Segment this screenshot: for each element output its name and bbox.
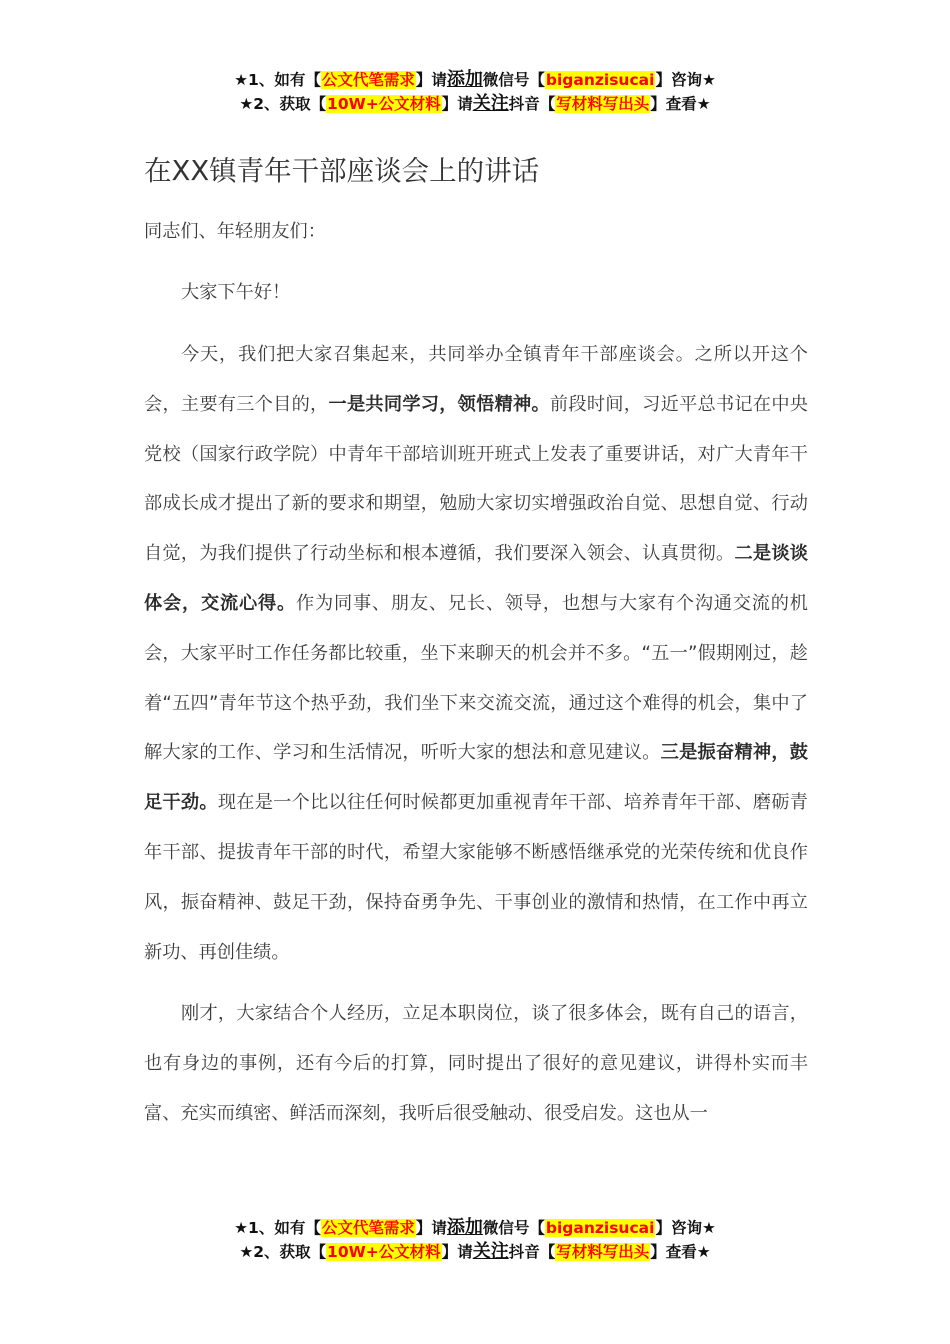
promo-text: 】请 — [415, 71, 447, 89]
promo-underlined: 添加 — [446, 1217, 483, 1238]
bold-point-2: 二是谈谈体会，交流心得。 — [144, 543, 808, 614]
paragraph-purposes — [144, 330, 808, 977]
bold-point-3: 三是振奋精神，鼓足干劲。 — [144, 742, 808, 814]
promo-text: 】查看★ — [650, 95, 711, 113]
paragraph-text: 现在是一个比以往任何时候都更加重视青年干部、培养青年干部、磨砺青年干部、提拔青年干部的时代，希望大家能够不断感悟继承党的光荣传统和优良作风，振奋精神、鼓足干劲，保持奋勇争先、干事创业的激情和热情，在工作中再立新功、再创佳绩。 — [144, 792, 808, 963]
promo-highlight: 10W+公文材料 — [327, 95, 441, 113]
promo-text: 】请 — [441, 95, 473, 113]
document-title: 在XX镇青年干部座谈会上的讲话 — [144, 155, 540, 187]
promo-text: 微信号【 — [482, 1219, 545, 1237]
paragraph-text: 前段时间，习近平总书记在中央党校（国家行政学院）中青年干部培训班开班式上发表了重要讲话，对广大青年干部成长成才提出了新的要求和期望，勉励大家切实增强政治自觉、思想自觉、行动自觉，为我们提供了行动坐标和根本遵循，我们要深入领会、认真贯彻。 — [144, 393, 808, 565]
promo-douyin-id: 写材料写出头 — [556, 95, 650, 113]
promo-line-2 — [0, 1240, 950, 1264]
promo-text: 】请 — [441, 1243, 473, 1261]
promo-underlined: 关注 — [472, 93, 509, 114]
promo-text: 微信号【 — [482, 71, 545, 89]
promo-text: ★2、获取【 — [239, 95, 327, 113]
paragraph-text: 今天，我们把大家召集起来，共同举办全镇青年干部座谈会。之所以开这个会，主要有三个目的， — [144, 344, 808, 415]
promo-footer — [0, 1216, 950, 1264]
promo-text: 抖音【 — [508, 1243, 556, 1261]
promo-douyin-id: 写材料写出头 — [556, 1243, 650, 1261]
promo-underlined: 添加 — [446, 69, 483, 90]
promo-text: 】咨询★ — [655, 1219, 716, 1237]
promo-text: 抖音【 — [508, 95, 556, 113]
promo-text: ★1、如有【 — [234, 1219, 321, 1237]
promo-text: 】查看★ — [650, 1243, 711, 1261]
paragraph-reflection: 刚才，大家结合个人经历，立足本职岗位，谈了很多体会，既有自己的语言，也有身边的事例，还有今后的打算，同时提出了很好的意见建议，讲得朴实而丰富、充实而缜密、鲜活而深刻，我听后很受触动、很受启发。这也从一 — [144, 1003, 808, 1124]
promo-line-1 — [0, 68, 950, 92]
greeting: 大家下午好！ — [181, 282, 291, 303]
promo-header — [0, 68, 950, 116]
promo-line-1 — [0, 1216, 950, 1240]
salutation: 同志们、年轻朋友们： — [144, 221, 326, 242]
promo-wechat-id: biganzisucai — [545, 71, 655, 89]
promo-line-2 — [0, 92, 950, 116]
promo-text: 】请 — [415, 1219, 447, 1237]
promo-highlight: 公文代笔需求 — [321, 1219, 415, 1237]
promo-text: ★2、获取【 — [239, 1243, 327, 1261]
promo-highlight: 10W+公文材料 — [327, 1243, 441, 1261]
paragraph-text: 作为同事、朋友、兄长、领导，也想与大家有个沟通交流的机会，大家平时工作任务都比较重，坐下来聊天的机会并不多。“五一”假期刚过，趁着“五四”青年节这个热乎劲，我们坐下来交流交流，通过这个难得的机会，集中了解大家的工作、学习和生活情况，听听大家的想法和意见建议。 — [144, 592, 808, 764]
promo-highlight: 公文代笔需求 — [321, 71, 415, 89]
bold-point-1: 一是共同学习，领悟精神。 — [328, 393, 550, 415]
promo-underlined: 关注 — [472, 1241, 509, 1262]
promo-text: ★1、如有【 — [234, 71, 321, 89]
promo-wechat-id: biganzisucai — [545, 1219, 655, 1237]
promo-text: 】咨询★ — [655, 71, 716, 89]
